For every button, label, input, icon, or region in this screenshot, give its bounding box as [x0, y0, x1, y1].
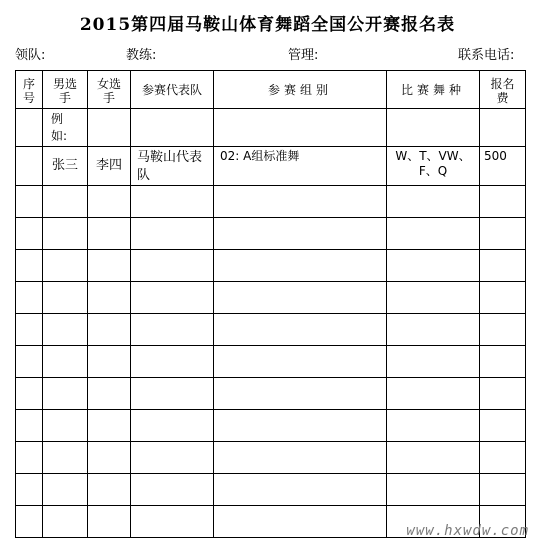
header-dance — [387, 71, 480, 109]
table-row — [16, 250, 526, 282]
table-cell — [480, 314, 526, 346]
table-cell — [214, 314, 387, 346]
table-cell — [16, 474, 43, 506]
table-cell — [131, 346, 214, 378]
table-cell — [88, 378, 131, 410]
table-cell — [88, 186, 131, 218]
table-row — [16, 314, 526, 346]
table-cell — [214, 474, 387, 506]
table-cell — [480, 346, 526, 378]
table-cell — [131, 506, 214, 538]
table-cell — [16, 346, 43, 378]
example-group-cell — [214, 147, 387, 186]
table-cell — [387, 314, 480, 346]
example-team-cell — [131, 147, 214, 186]
example-male-cell — [43, 147, 88, 186]
table-cell — [16, 378, 43, 410]
example-label-cell — [43, 109, 88, 147]
table-row — [16, 442, 526, 474]
table-cell — [43, 410, 88, 442]
table-cell — [387, 474, 480, 506]
watermark: www.hxwdw.com — [406, 523, 529, 539]
table-cell — [88, 474, 131, 506]
header-index-text: 序号 — [22, 76, 35, 105]
table-cell — [480, 218, 526, 250]
registration-table — [15, 70, 526, 538]
table-cell — [88, 410, 131, 442]
table-cell — [214, 250, 387, 282]
table-cell — [16, 442, 43, 474]
table-cell — [480, 109, 526, 147]
example-male: 张三 — [51, 158, 78, 173]
header-fee-text: 报名费 — [490, 76, 515, 105]
table-cell — [88, 442, 131, 474]
table-cell — [387, 282, 480, 314]
table-cell — [88, 282, 131, 314]
table-cell — [131, 474, 214, 506]
table-cell — [480, 410, 526, 442]
table-row — [16, 218, 526, 250]
table-cell — [43, 378, 88, 410]
table-cell — [480, 442, 526, 474]
leader-label: 领队: — [15, 48, 46, 63]
table-cell — [88, 506, 131, 538]
table-cell — [387, 218, 480, 250]
table-cell — [88, 346, 131, 378]
table-cell — [43, 346, 88, 378]
table-header-row — [16, 71, 526, 109]
table-cell — [16, 506, 43, 538]
table-cell — [214, 218, 387, 250]
table-cell — [131, 378, 214, 410]
example-row — [16, 147, 526, 186]
table-cell — [131, 250, 214, 282]
example-fee: 500 — [484, 149, 507, 163]
table-cell — [214, 410, 387, 442]
table-cell — [387, 346, 480, 378]
header-index — [16, 71, 43, 109]
table-cell — [214, 378, 387, 410]
table-cell — [387, 109, 480, 147]
table-cell — [43, 282, 88, 314]
table-cell — [131, 410, 214, 442]
example-team: 马鞍山代表队 — [137, 150, 203, 183]
header-dance-text: 比赛舞种 — [400, 82, 465, 97]
example-female: 李四 — [95, 158, 122, 173]
table-row — [16, 186, 526, 218]
header-group-text: 参赛组别 — [267, 82, 332, 97]
table-cell — [88, 250, 131, 282]
table-cell — [214, 442, 387, 474]
contact-label: 联系电话: — [458, 48, 515, 63]
table-cell — [387, 250, 480, 282]
example-label-row — [16, 109, 526, 147]
example-female-cell — [88, 147, 131, 186]
table-cell — [43, 442, 88, 474]
table-cell — [43, 250, 88, 282]
header-female-player — [88, 71, 131, 109]
table-cell — [131, 442, 214, 474]
table-cell — [16, 282, 43, 314]
table-row — [16, 346, 526, 378]
table-row — [16, 282, 526, 314]
coach-label: 教练: — [126, 48, 157, 63]
table-cell — [480, 250, 526, 282]
table-cell — [16, 314, 43, 346]
table-cell — [387, 186, 480, 218]
example-dance: W、T、VW、F、Q — [395, 149, 471, 178]
table-cell — [131, 218, 214, 250]
manager-label: 管理: — [288, 48, 319, 63]
table-cell — [214, 109, 387, 147]
table-row — [16, 378, 526, 410]
table-cell — [480, 474, 526, 506]
header-team-text: 参赛代表队 — [141, 82, 202, 97]
table-cell — [387, 378, 480, 410]
table-cell — [43, 218, 88, 250]
table-cell — [16, 410, 43, 442]
table-cell — [88, 218, 131, 250]
table-cell — [214, 506, 387, 538]
table-cell — [214, 282, 387, 314]
table-cell — [387, 442, 480, 474]
example-label: 例如: — [51, 111, 68, 143]
table-cell — [131, 314, 214, 346]
table-cell — [480, 282, 526, 314]
table-cell — [387, 410, 480, 442]
table-cell — [131, 282, 214, 314]
table-cell — [88, 314, 131, 346]
table-row — [16, 410, 526, 442]
table-cell — [214, 186, 387, 218]
table-cell — [16, 218, 43, 250]
example-group: 02: A组标准舞 — [220, 149, 300, 163]
table-cell — [16, 147, 43, 186]
table-cell — [214, 346, 387, 378]
header-fee — [480, 71, 526, 109]
table-cell — [480, 186, 526, 218]
form-title: 2015第四届马鞍山体育舞蹈全国公开赛报名表 — [79, 15, 456, 35]
header-group — [214, 71, 387, 109]
table-cell — [88, 109, 131, 147]
table-cell — [43, 506, 88, 538]
table-cell — [131, 186, 214, 218]
table-cell — [131, 109, 214, 147]
table-cell — [43, 314, 88, 346]
header-male-player-text: 男选手 — [52, 76, 77, 105]
table-cell — [16, 186, 43, 218]
example-dance-cell — [387, 147, 480, 186]
header-female-player-text: 女选手 — [96, 76, 121, 105]
table-cell — [480, 378, 526, 410]
table-cell — [16, 250, 43, 282]
table-cell — [43, 474, 88, 506]
table-row — [16, 474, 526, 506]
example-fee-cell — [480, 147, 526, 186]
header-team — [131, 71, 214, 109]
header-male-player — [43, 71, 88, 109]
table-cell — [16, 109, 43, 147]
table-cell — [43, 186, 88, 218]
